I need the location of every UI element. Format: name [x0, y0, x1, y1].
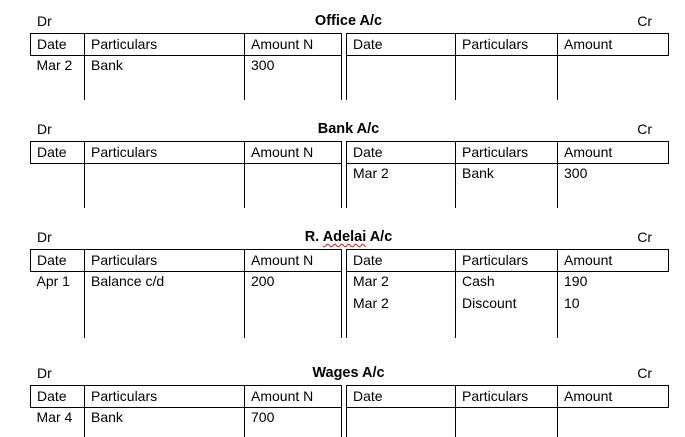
- credit-header-row: [347, 34, 669, 56]
- cell-particulars: [85, 78, 245, 100]
- account-title-text: Bank A/c: [317, 121, 380, 137]
- cell-particulars: [85, 294, 245, 316]
- cell-amount: [245, 430, 342, 437]
- col-header-amount: Amount N: [245, 386, 342, 408]
- credit-entry-row: [347, 78, 669, 100]
- cell-date: [31, 294, 85, 316]
- col-header-date: Date: [347, 386, 456, 408]
- credit-header-row: [347, 142, 669, 164]
- cell-particulars: [456, 56, 558, 79]
- cell-particulars: Bank: [85, 408, 245, 431]
- col-header-amount: Amount N: [245, 250, 342, 272]
- account-title: [30, 9, 667, 31]
- debit-table: [30, 249, 342, 338]
- col-header-date: Date: [347, 250, 456, 272]
- cell-amount: 10: [564, 295, 580, 311]
- col-header-amount: Amount: [558, 250, 669, 272]
- account-title-text: R.: [304, 229, 323, 245]
- debit-entry-row: [31, 186, 342, 208]
- cell-amount: 700: [245, 408, 342, 431]
- cell-particulars: [85, 430, 245, 437]
- cell-particulars: [85, 164, 245, 187]
- t-account: [30, 385, 667, 437]
- debit-entry-row: [31, 408, 342, 431]
- col-header-particulars: Particulars: [456, 250, 558, 272]
- credit-entry-row: [347, 164, 669, 187]
- debit-entry-row: [31, 272, 342, 295]
- cell-particulars: Discount: [456, 294, 558, 316]
- credit-table: [346, 33, 669, 100]
- credit-table: [346, 385, 669, 437]
- col-header-amount: Amount N: [245, 34, 342, 56]
- debit-entry-row: [31, 294, 342, 316]
- credit-table: [346, 141, 669, 208]
- account-title: [30, 361, 667, 383]
- debit-header-row: [31, 142, 342, 164]
- col-header-particulars: Particulars: [85, 142, 245, 164]
- credit-entry-row: [347, 316, 669, 338]
- cr-label: Cr: [637, 121, 652, 137]
- cell-amount: [558, 316, 669, 338]
- cell-date: [31, 164, 85, 187]
- debit-entry-row: [31, 316, 342, 338]
- col-header-particulars: Particulars: [456, 34, 558, 56]
- account-office: [30, 9, 667, 100]
- account-title: [30, 225, 667, 247]
- cell-date: [347, 316, 456, 338]
- col-header-particulars: Particulars: [85, 386, 245, 408]
- cell-amount: [558, 78, 669, 100]
- cell-amount: [245, 186, 342, 208]
- cell-amount: [245, 294, 342, 316]
- credit-table: [346, 249, 669, 338]
- account-title-text: Wages A/c: [312, 365, 385, 381]
- col-header-amount: Amount: [558, 34, 669, 56]
- cell-amount: [245, 78, 342, 100]
- cell-amount: [558, 430, 669, 437]
- debit-table: [30, 141, 342, 208]
- credit-entry-row: [347, 430, 669, 437]
- credit-entry-row: [347, 272, 669, 295]
- dr-label: Dr: [37, 13, 52, 29]
- credit-entry-row: [347, 408, 669, 431]
- cell-particulars: [456, 430, 558, 437]
- cell-particulars: [456, 186, 558, 208]
- col-header-date: Date: [31, 34, 85, 56]
- cell-particulars: [456, 408, 558, 431]
- cell-date: Apr 1: [31, 272, 85, 295]
- cell-particulars: [456, 78, 558, 100]
- debit-entry-row: [31, 78, 342, 100]
- cell-amount: 300: [245, 56, 342, 79]
- debit-header-row: [31, 250, 342, 272]
- cell-date: [31, 78, 85, 100]
- debit-entry-row: [31, 164, 342, 187]
- dr-label: Dr: [37, 229, 52, 245]
- col-header-date: Date: [347, 142, 456, 164]
- credit-entry-row: [347, 294, 669, 316]
- credit-entry-row: [347, 186, 669, 208]
- debit-table: [30, 385, 342, 437]
- cell-amount: [558, 408, 669, 431]
- credit-header-row: [347, 250, 669, 272]
- account-r-adelai: [30, 225, 667, 338]
- debit-table: [30, 33, 342, 100]
- account-caption: [30, 9, 667, 33]
- cell-date: [347, 78, 456, 100]
- account-bank: [30, 117, 667, 208]
- cell-amount: 300: [564, 165, 588, 181]
- debit-entry-row: [31, 56, 342, 79]
- cell-particulars: Cash: [456, 272, 558, 295]
- account-title-misspelled: Adelai: [322, 229, 367, 245]
- cell-particulars: [85, 316, 245, 338]
- account-title: [30, 117, 667, 139]
- col-header-amount: Amount: [558, 142, 669, 164]
- col-header-amount: Amount N: [245, 142, 342, 164]
- col-header-date: Date: [347, 34, 456, 56]
- cell-amount: [245, 164, 342, 187]
- cell-date: Mar 2: [347, 164, 456, 187]
- account-wages: [30, 361, 667, 437]
- cell-date: Mar 4: [31, 408, 85, 431]
- cell-particulars: [85, 186, 245, 208]
- col-header-amount: Amount: [558, 386, 669, 408]
- dr-label: Dr: [37, 365, 52, 381]
- col-header-date: Date: [31, 386, 85, 408]
- account-caption: [30, 225, 667, 249]
- cell-amount: [245, 316, 342, 338]
- col-header-particulars: Particulars: [456, 142, 558, 164]
- cell-date: [347, 56, 456, 79]
- cr-label: Cr: [637, 229, 652, 245]
- cell-amount: [558, 56, 669, 79]
- account-title-text: Office A/c: [314, 13, 383, 29]
- t-account: [30, 33, 667, 100]
- account-caption: [30, 117, 667, 141]
- cell-particulars: [456, 316, 558, 338]
- cell-amount: 200: [245, 272, 342, 295]
- cell-date: [31, 430, 85, 437]
- cell-date: Mar 2: [31, 56, 85, 79]
- account-caption: [30, 361, 667, 385]
- cell-date: [31, 186, 85, 208]
- col-header-date: Date: [31, 142, 85, 164]
- cell-particulars: Bank: [85, 56, 245, 79]
- col-header-date: Date: [31, 250, 85, 272]
- debit-header-row: [31, 34, 342, 56]
- credit-entry-row: [347, 56, 669, 79]
- cell-amount: 190: [564, 273, 588, 289]
- cell-date: [347, 430, 456, 437]
- cr-label: Cr: [637, 13, 652, 29]
- cell-date: Mar 2: [347, 294, 456, 316]
- col-header-particulars: Particulars: [85, 34, 245, 56]
- cell-date: Mar 2: [347, 272, 456, 295]
- t-account: [30, 249, 667, 338]
- t-account: [30, 141, 667, 208]
- cell-date: [31, 316, 85, 338]
- debit-header-row: [31, 386, 342, 408]
- cell-particulars: Balance c/d: [85, 272, 245, 295]
- cell-date: [347, 408, 456, 431]
- cell-amount: [558, 186, 669, 208]
- dr-label: Dr: [37, 121, 52, 137]
- account-title-suffix: A/c: [366, 229, 393, 245]
- debit-entry-row: [31, 430, 342, 437]
- cell-particulars: Bank: [456, 164, 558, 187]
- col-header-particulars: Particulars: [456, 386, 558, 408]
- cr-label: Cr: [637, 365, 652, 381]
- credit-header-row: [347, 386, 669, 408]
- cell-date: [347, 186, 456, 208]
- col-header-particulars: Particulars: [85, 250, 245, 272]
